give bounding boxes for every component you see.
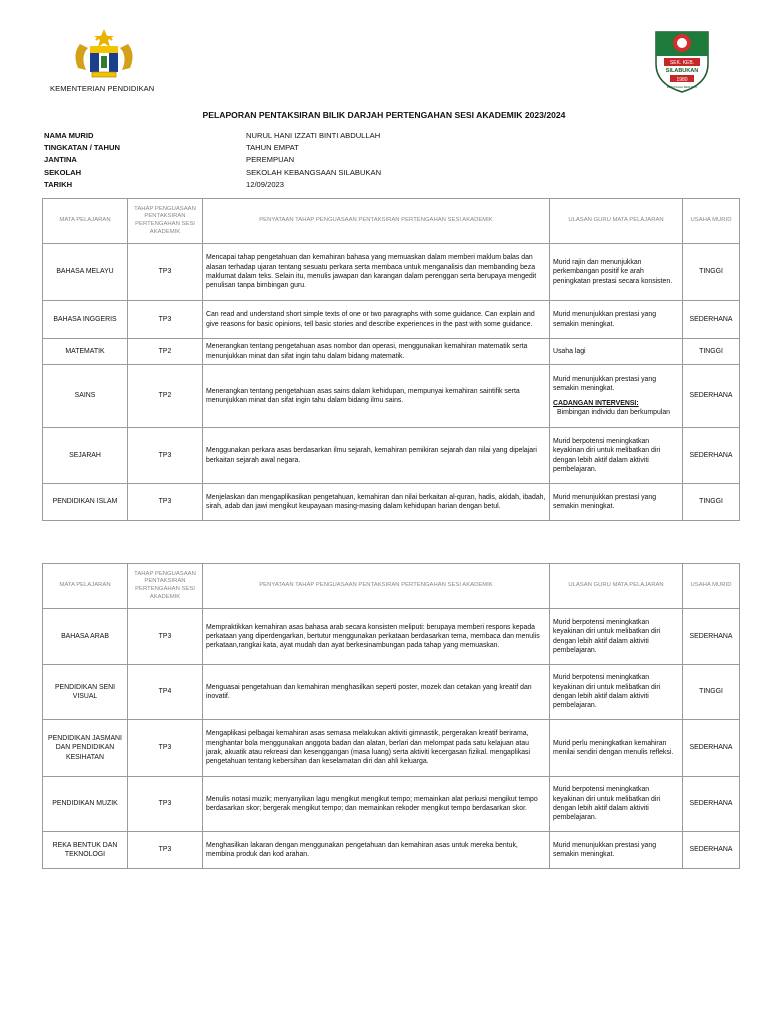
effort-cell: TINGGI [683,665,740,720]
statement-cell: Menerangkan tentang pengetahuan asas nombor dan operasi, menggunakan kemahiran matematik serta menunjukkan minat dan sifat ingin tahu dalam bidang matematik. [203,339,550,365]
header-comment: ULASAN GURU MATA PELAJARAN [550,199,683,244]
effort-cell: SEDERHANA [683,777,740,832]
subject-cell: BAHASA MELAYU [43,244,128,301]
effort-cell: SEDERHANA [683,365,740,428]
comment-cell: Usaha lagi [550,339,683,365]
svg-text:1980: 1980 [676,77,688,83]
statement-cell: Mengaplikasi pelbagai kemahiran asas semasa melakukan aktiviti gimnastik, pergerakan kreatif berirama, menghantar bola menggunakan anggota badan dan alatan, berlari dan melompat pada satu kelajuan atau jarak, akuatik atau rekreasi dan kesenggangan (masa luang) serta aktiviti kecergasan fizikal. mengaplikasi pengetahuan tentang kebersihan dan keselamatan diri dan ahli keluarga. [203,720,550,777]
header-effort: USAHA MURID [683,564,740,609]
subject-cell: PENDIDIKAN SENI VISUAL [43,665,128,720]
level-cell: TP3 [128,428,203,484]
info-label: JANTINA [44,155,77,165]
info-value: NURUL HANI IZZATI BINTI ABDULLAH [246,131,381,140]
assessment-table-2 [42,563,740,869]
svg-text:SEK. KEB.: SEK. KEB. [669,60,695,66]
subject-cell: SAINS [43,365,128,428]
header-level: TAHAP PENGUASAAN PENTAKSIRAN PERTENGAHAN SESI AKADEMIK [128,564,203,609]
effort-cell: SEDERHANA [683,609,740,665]
comment-cell: Murid menunjukkan prestasi yang semakin meningkat. [550,832,683,869]
table-row [43,832,740,869]
statement-cell: Can read and understand short simple texts of one or two paragraphs with some guidance. Can explain and give reasons for basic opinions, tell basic stories and describe experiences in the past with some guidance. [203,301,550,339]
info-label: SEKOLAH [44,167,82,177]
effort-cell: SEDERHANA [683,832,740,869]
info-value: PEREMPUAN [246,155,295,165]
level-cell: TP3 [128,777,203,832]
info-value: 12/09/2023 [246,179,285,189]
info-value: TAHUN EMPAT [246,143,299,153]
table-header-row [43,199,740,244]
svg-text:SILABUKAN: SILABUKAN [665,68,699,74]
header-comment: ULASAN GURU MATA PELAJARAN [550,564,683,609]
statement-cell: Mempraktikkan kemahiran asas bahasa arab secara konsisten meliputi: berupaya memberi respons kepada perkataan yang diperdengarkan, bertutur menggunakan perkataan berdasarkan tema, membaca dan menulis perkataan,rangkai kata, ayat mudah dan ayat berkesinambungan pada tahap yang memuaskan. [203,609,550,665]
table-row [43,720,740,777]
info-row-gender [44,154,381,166]
header-effort: USAHA MURID [683,199,740,244]
statement-cell: Menerangkan tentang pengetahuan asas sains dalam kehidupan, mempunyai kemahiran saintifik serta menunjukkan minat dan sifat ingin tahu dalam bidang ilmu sains. [203,365,550,428]
effort-cell: TINGGI [683,484,740,521]
info-label: NAMA MURID [44,131,94,140]
subject-cell: BAHASA INGGERIS [43,301,128,339]
info-row-name [44,130,381,142]
comment-cell: Murid rajin dan menunjukkan perkembangan positif ke arah peningkatan prestasi secara konsisten. [550,244,683,301]
header-statement: PENYATAAN TAHAP PENGUASAAN PENTAKSIRAN PERTENGAHAN SESI AKADEMIK [203,564,550,609]
malaysia-coat-of-arms-logo [66,26,142,84]
comment-cell: Murid berpotensi meningkatkan keyakinan diri untuk melibatkan diri dengan lebih aktif dalam aktiviti pembelajaran. [550,428,683,484]
table-header-row [43,564,740,609]
svg-text:BERUSAHA BERJAYA: BERUSAHA BERJAYA [666,85,698,89]
table-row [43,609,740,665]
subject-cell: PENDIDIKAN JASMANI DAN PENDIDIKAN KESIHATAN [43,720,128,777]
level-cell: TP3 [128,244,203,301]
report-title: PELAPORAN PENTAKSIRAN BILIK DARJAH PERTENGAHAN SESI AKADEMIK 2023/2024 [202,110,566,120]
info-row-date [44,179,381,191]
comment-cell: Murid menunjukkan prestasi yang semakin meningkat. [550,484,683,521]
comment-text: Murid menunjukkan prestasi yang semakin meningkat. [553,375,657,393]
comment-cell: Murid berpotensi meningkatkan keyakinan diri untuk melibatkan diri dengan lebih aktif dalam aktiviti pembelajaran. [550,777,683,832]
school-badge-logo [650,28,714,94]
level-cell: TP2 [128,365,203,428]
ministry-name: KEMENTERIAN PENDIDIKAN [50,84,155,93]
table-row [43,301,740,339]
effort-cell: TINGGI [683,339,740,365]
table-row [43,484,740,521]
level-cell: TP3 [128,609,203,665]
table-row [43,244,740,301]
comment-cell: Murid berpotensi meningkatkan keyakinan diri untuk melibatkan diri dengan lebih aktif dalam aktiviti pembelajaran. [550,609,683,665]
header-statement: PENYATAAN TAHAP PENGUASAAN PENTAKSIRAN PERTENGAHAN SESI AKADEMIK [203,199,550,244]
comment-cell: Murid berpotensi meningkatkan keyakinan diri untuk melibatkan diri dengan lebih aktif dalam aktiviti pembelajaran. [550,665,683,720]
level-cell: TP3 [128,720,203,777]
table-row [43,428,740,484]
header-level: TAHAP PENGUASAAN PENTAKSIRAN PERTENGAHAN SESI AKADEMIK [128,199,203,244]
info-label: TINGKATAN / TAHUN [44,143,120,153]
student-info [44,130,381,191]
subject-cell: BAHASA ARAB [43,609,128,665]
subject-cell: MATEMATIK [43,339,128,365]
level-cell: TP3 [128,301,203,339]
subject-cell: PENDIDIKAN ISLAM [43,484,128,521]
statement-cell: Menggunakan perkara asas berdasarkan ilmu sejarah, kemahiran pemikiran sejarah dan nilai yang dipelajari berkaitan sejarah awal negara. [203,428,550,484]
intervention-text: Bimbingan individu dan berkumpulan [557,408,671,416]
level-cell: TP3 [128,484,203,521]
info-value: SEKOLAH KEBANGSAAN SILABUKAN [246,167,382,177]
table-row [43,665,740,720]
statement-cell: Menulis notasi muzik; menyanyikan lagu mengikut mengikut tempo; memainkan alat perkusi mengikut tempo berdasarkan skor; bergerak mengikut tempo; dan memainkan rekoder mengikut tempo berdasarkan skor. [203,777,550,832]
subject-cell: REKA BENTUK DAN TEKNOLOGI [43,832,128,869]
intervention-label: CADANGAN INTERVENSI: [553,399,639,407]
level-cell: TP4 [128,665,203,720]
header-subject: MATA PELAJARAN [43,564,128,609]
comment-cell [550,365,683,428]
subject-cell: PENDIDIKAN MUZIK [43,777,128,832]
comment-cell: Murid menunjukkan prestasi yang semakin meningkat. [550,301,683,339]
statement-cell: Menguasai pengetahuan dan kemahiran menghasilkan seperti poster, mozek dan cetakan yang kreatif dan inovatif. [203,665,550,720]
statement-cell: Menghasilkan lakaran dengan menggunakan pengetahuan dan kemahiran asas untuk mereka bentuk, membina produk dan kod arahan. [203,832,550,869]
header-subject: MATA PELAJARAN [43,199,128,244]
statement-cell: Mencapai tahap pengetahuan dan kemahiran bahasa yang memuaskan dalam memberi maklum balas dan alasan terhadap ujaran tentang sesuatu perkara serta membaca untuk menganalisis dan membanding beza maklumat dalam teks. Selain itu, menulis jawapan dan karangan dalam perenggan serta berupaya mengedit penulisan tanpa bimbingan guru. [203,244,550,301]
subject-cell: SEJARAH [43,428,128,484]
statement-cell: Menjelaskan dan mengaplikasikan pengetahuan, kemahiran dan nilai berkaitan al-quran, hadis, akidah, ibadah, sirah, adab dan jawi mengikut keupayaan masing-masing dalam kehidupan harian dengan betul. [203,484,550,521]
assessment-table-1 [42,198,740,521]
info-label: TARIKH [44,179,73,189]
level-cell: TP3 [128,832,203,869]
level-cell: TP2 [128,339,203,365]
effort-cell: TINGGI [683,244,740,301]
table-row [43,339,740,365]
comment-cell: Murid perlu meningkatkan kemahiran menilai sendiri dengan menulis refleksi. [550,720,683,777]
effort-cell: SEDERHANA [683,428,740,484]
info-row-school [44,167,381,179]
table-row [43,365,740,428]
effort-cell: SEDERHANA [683,720,740,777]
info-row-class [44,142,381,154]
effort-cell: SEDERHANA [683,301,740,339]
table-row [43,777,740,832]
